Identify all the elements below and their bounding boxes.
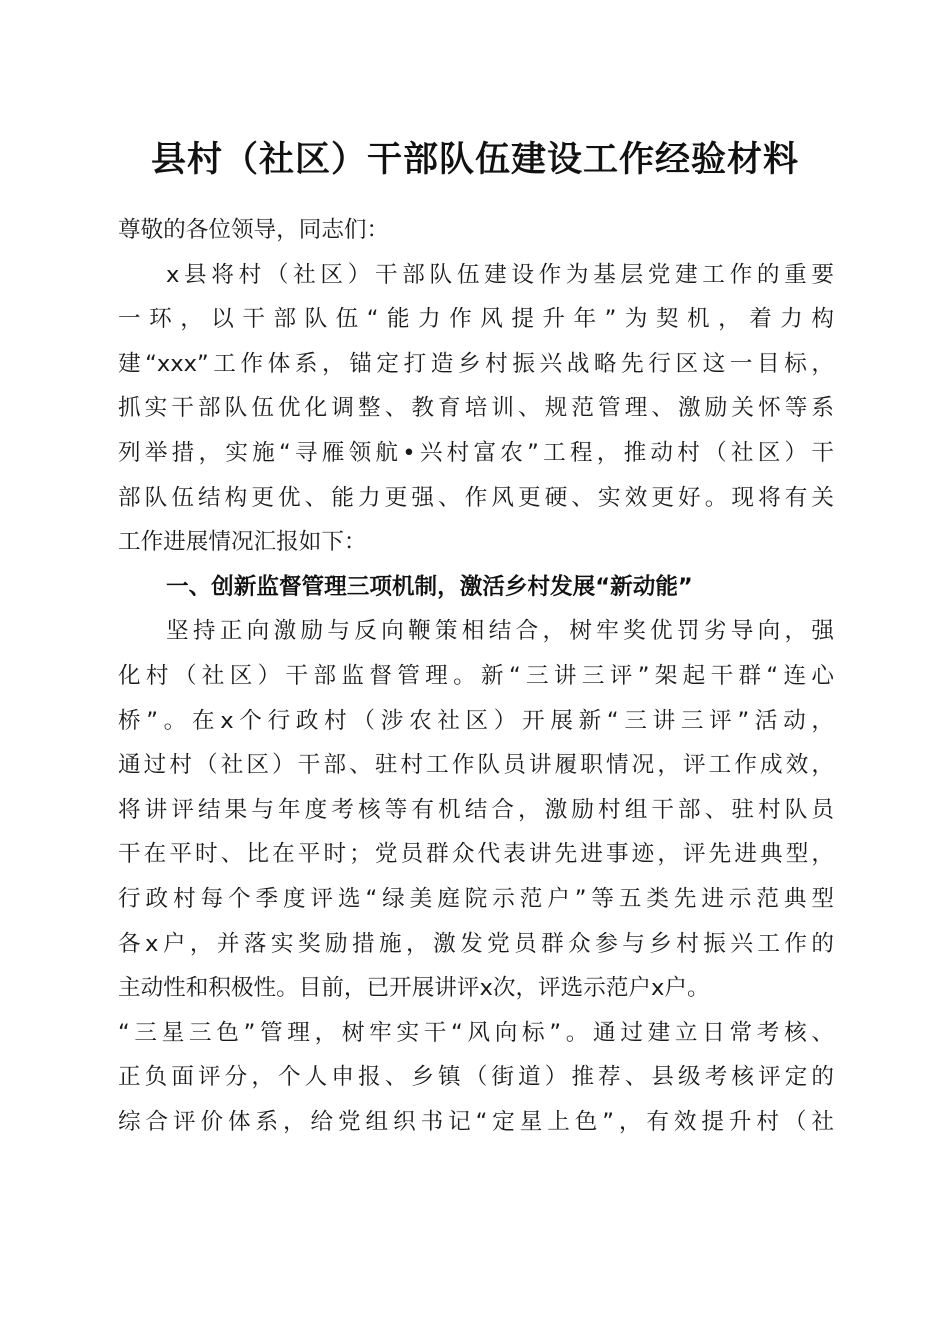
document-title: 县村（社区）干部队伍建设工作经验材料: [150, 139, 799, 180]
intro-line: 抓实干部队伍优化调整、教育培训、规范管理、激励关怀等系: [118, 395, 834, 422]
section-paragraph-line: 综合评价体系，给党组织书记“定星上色”，有效提升村（社: [118, 1108, 834, 1135]
section-paragraph-line: 干在平时、比在平时；党员群众代表讲先进事迹，评先进典型，: [118, 841, 834, 868]
section-paragraph-line: 桥”。在x个行政村（涉农社区）开展新“三讲三评”活动，: [118, 707, 834, 734]
intro-line: x县将村（社区）干部队伍建设作为基层党建工作的重要: [166, 261, 834, 288]
section-paragraph-line: 坚持正向激励与反向鞭策相结合，树牢奖优罚劣导向，强: [166, 618, 834, 645]
intro-line: 建“xxx”工作体系，锚定打造乡村振兴战略先行区这一目标，: [118, 350, 834, 377]
section-paragraph-line: 将讲评结果与年度考核等有机结合，激励村组干部、驻村队员: [118, 796, 834, 823]
intro-line: 一环，以干部队伍“能力作风提升年”为契机，着力构: [118, 306, 834, 333]
salutation: 尊敬的各位领导，同志们：: [118, 217, 390, 243]
section-paragraph-line: “三星三色”管理，树牢实干“风向标”。通过建立日常考核、: [118, 1019, 834, 1046]
section-paragraph-line: 化村（社区）干部监督管理。新“三讲三评”架起干群“连心: [118, 662, 834, 689]
intro-line: 部队伍结构更优、能力更强、作风更硬、实效更好。现将有关: [118, 484, 834, 511]
document-body: [118, 208, 834, 1144]
section-paragraph-line: 行政村每个季度评选“绿美庭院示范户”等五类先进示范典型: [118, 885, 834, 912]
intro-line: 工作进展情况汇报如下：: [118, 529, 367, 556]
section-heading: 一、创新监督管理三项机制，激活乡村发展“新动能”: [166, 573, 693, 600]
section-paragraph-line: 主动性和积极性。目前，已开展讲评x次，评选示范户x户。: [118, 975, 710, 1002]
intro-line: 列举措，实施“寻雁领航•兴村富农”工程，推动村（社区）干: [118, 439, 834, 466]
section-paragraph-line: 通过村（社区）干部、驻村工作队员讲履职情况，评工作成效，: [118, 752, 834, 779]
section-paragraph-line: 正负面评分，个人申报、乡镇（街道）推荐、县级考核评定的: [118, 1064, 834, 1091]
section-paragraph-line: 各x户，并落实奖励措施，激发党员群众参与乡村振兴工作的: [118, 930, 834, 957]
